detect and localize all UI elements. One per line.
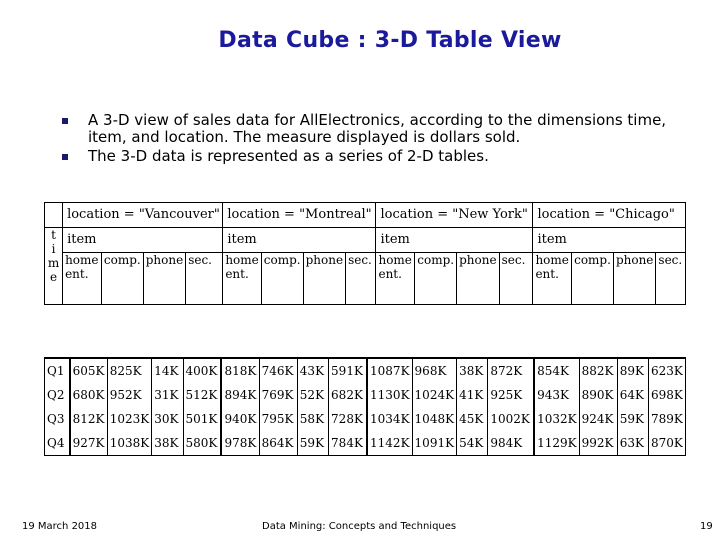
- value-cell: 52K: [297, 383, 328, 407]
- footer-date: 19 March 2018: [22, 521, 98, 532]
- data-cube-table: [44, 202, 686, 470]
- item-col-header: sec.: [656, 253, 686, 305]
- value-cell: 400K: [183, 358, 221, 383]
- value-cell: 728K: [329, 407, 367, 431]
- value-cell: 591K: [329, 358, 367, 383]
- time-letter: t: [51, 228, 56, 242]
- cube-header-table: [44, 202, 686, 305]
- value-cell: 882K: [579, 358, 617, 383]
- item-col-header: phone: [143, 253, 185, 305]
- value-cell: 927K: [70, 431, 108, 456]
- value-cell: 940K: [221, 407, 259, 431]
- item-col-header: sec.: [346, 253, 376, 305]
- item-header: item: [533, 228, 686, 253]
- square-bullet-icon: [62, 118, 68, 124]
- item-col-header: sec.: [499, 253, 533, 305]
- value-cell: 38K: [457, 358, 488, 383]
- value-cell: 890K: [579, 383, 617, 407]
- value-cell: 968K: [412, 358, 457, 383]
- value-cell: 1142K: [367, 431, 412, 456]
- value-cell: 682K: [329, 383, 367, 407]
- item-col-header: comp.: [261, 253, 303, 305]
- value-cell: 1048K: [412, 407, 457, 431]
- location-header: location = "New York": [376, 203, 533, 228]
- value-cell: 1038K: [107, 431, 152, 456]
- value-cell: 512K: [183, 383, 221, 407]
- bullet-text: A 3-D view of sales data for AllElectronics, according to the dimensions time, item, and location. The measure displayed is dollars sold.: [88, 111, 667, 146]
- value-cell: 38K: [152, 431, 183, 456]
- table-row: [45, 407, 686, 431]
- value-cell: 925K: [488, 383, 534, 407]
- value-cell: 64K: [617, 383, 648, 407]
- value-cell: 746K: [259, 358, 297, 383]
- value-cell: 854K: [534, 358, 579, 383]
- item-header: item: [223, 228, 376, 253]
- value-cell: 89K: [617, 358, 648, 383]
- value-cell: 924K: [579, 407, 617, 431]
- item-col-header: home ent.: [63, 253, 102, 305]
- quarter-label: Q2: [45, 383, 70, 407]
- value-cell: 14K: [152, 358, 183, 383]
- item-col-header: home ent.: [223, 253, 261, 305]
- item-col-header: phone: [303, 253, 345, 305]
- value-cell: 605K: [70, 358, 108, 383]
- value-cell: 501K: [183, 407, 221, 431]
- bullet-item: [62, 112, 682, 146]
- value-cell: 41K: [457, 383, 488, 407]
- value-cell: 894K: [221, 383, 259, 407]
- value-cell: 43K: [297, 358, 328, 383]
- location-header: location = "Chicago": [533, 203, 686, 228]
- location-header: location = "Montreal": [223, 203, 376, 228]
- corner-cell: [45, 203, 63, 228]
- value-cell: 952K: [107, 383, 152, 407]
- value-cell: 984K: [488, 431, 534, 456]
- item-col-header: comp.: [572, 253, 614, 305]
- value-cell: 864K: [259, 431, 297, 456]
- item-col-header: comp.: [101, 253, 143, 305]
- footer-course: Data Mining: Concepts and Techniques: [262, 521, 457, 532]
- value-cell: 978K: [221, 431, 259, 456]
- cube-values-table: [44, 357, 686, 456]
- time-letter: i: [51, 242, 56, 256]
- table-row: [45, 383, 686, 407]
- value-cell: 769K: [259, 383, 297, 407]
- value-cell: 59K: [617, 407, 648, 431]
- square-bullet-icon: [62, 154, 68, 160]
- item-col-header: phone: [457, 253, 499, 305]
- value-cell: 31K: [152, 383, 183, 407]
- value-cell: 63K: [617, 431, 648, 456]
- bullet-item: [62, 148, 682, 165]
- value-cell: 1129K: [534, 431, 579, 456]
- value-cell: 1130K: [367, 383, 412, 407]
- value-cell: 580K: [183, 431, 221, 456]
- value-cell: 992K: [579, 431, 617, 456]
- value-cell: 45K: [457, 407, 488, 431]
- table-row: [45, 358, 686, 383]
- value-cell: 54K: [457, 431, 488, 456]
- value-cell: 698K: [649, 383, 686, 407]
- time-axis-label: [45, 228, 63, 305]
- value-cell: 1091K: [412, 431, 457, 456]
- footer-page-number: 19: [700, 521, 713, 532]
- quarter-label: Q4: [45, 431, 70, 456]
- value-cell: 30K: [152, 407, 183, 431]
- value-cell: 818K: [221, 358, 259, 383]
- value-cell: 943K: [534, 383, 579, 407]
- value-cell: 59K: [297, 431, 328, 456]
- item-col-header: phone: [613, 253, 655, 305]
- value-cell: 623K: [649, 358, 686, 383]
- value-cell: 872K: [488, 358, 534, 383]
- value-cell: 1023K: [107, 407, 152, 431]
- bullet-text: The 3-D data is represented as a series of 2-D tables.: [88, 147, 489, 165]
- time-letter: m: [47, 256, 60, 270]
- bullet-list: [62, 112, 682, 167]
- quarter-label: Q1: [45, 358, 70, 383]
- value-cell: 1002K: [488, 407, 534, 431]
- value-cell: 58K: [297, 407, 328, 431]
- value-cell: 789K: [649, 407, 686, 431]
- location-header: location = "Vancouver": [63, 203, 223, 228]
- value-cell: 795K: [259, 407, 297, 431]
- value-cell: 680K: [70, 383, 108, 407]
- slide-title: Data Cube : 3-D Table View: [218, 28, 562, 53]
- item-col-header: sec.: [186, 253, 223, 305]
- item-col-header: comp.: [415, 253, 457, 305]
- value-cell: 812K: [70, 407, 108, 431]
- value-cell: 1087K: [367, 358, 412, 383]
- value-cell: 1034K: [367, 407, 412, 431]
- item-col-header: home ent.: [533, 253, 572, 305]
- table-row: [45, 431, 686, 456]
- value-cell: 784K: [329, 431, 367, 456]
- value-cell: 825K: [107, 358, 152, 383]
- value-cell: 1032K: [534, 407, 579, 431]
- value-cell: 870K: [649, 431, 686, 456]
- quarter-label: Q3: [45, 407, 70, 431]
- item-col-header: home ent.: [376, 253, 415, 305]
- item-header: item: [63, 228, 223, 253]
- value-cell: 1024K: [412, 383, 457, 407]
- item-header: item: [376, 228, 533, 253]
- time-letter: e: [49, 270, 58, 284]
